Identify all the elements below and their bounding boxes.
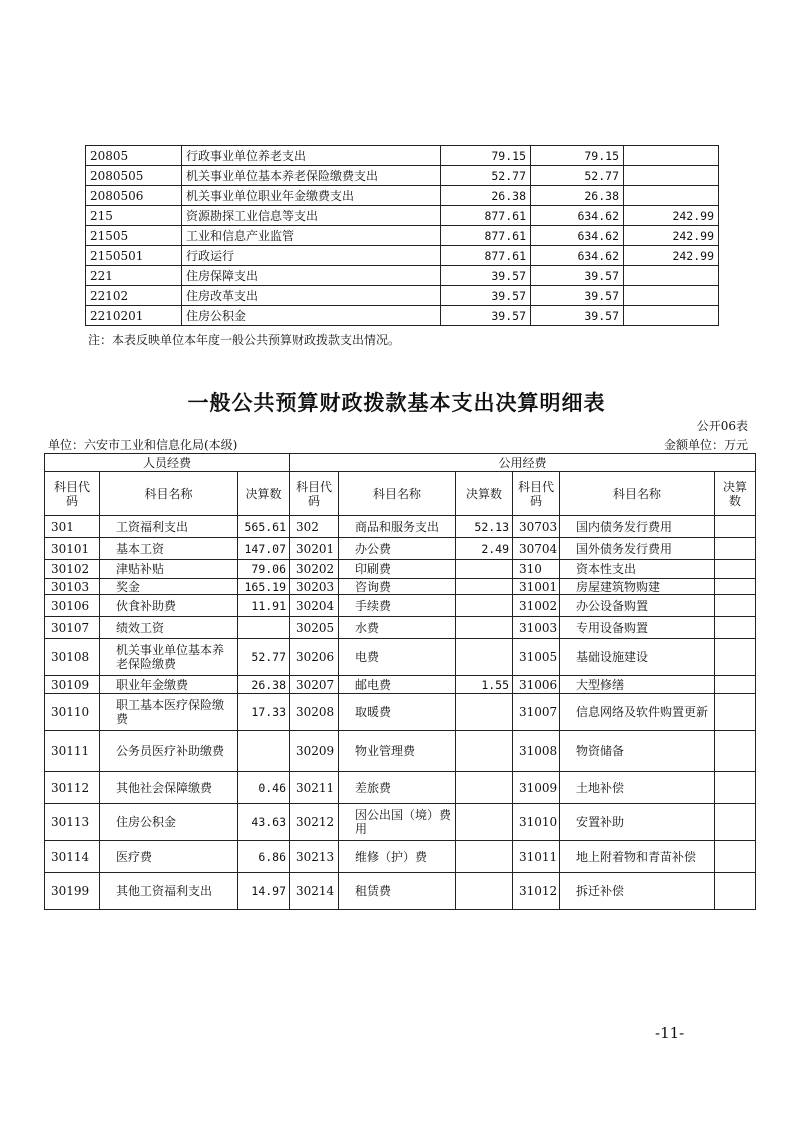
personnel-code: 30102 [45,560,100,579]
public-name: 租赁费 [339,873,456,910]
total-amount: 26.38 [441,186,531,206]
personnel-name: 住房公积金 [100,804,238,841]
personnel-name: 职工基本医疗保险缴费 [100,694,238,731]
public-amount [456,579,513,595]
public-code: 30207 [290,676,339,694]
project-amount [624,286,719,306]
public-name: 电费 [339,639,456,676]
capital-name: 拆迁补偿 [560,873,715,910]
public-code: 30203 [290,579,339,595]
public-amount [456,560,513,579]
table-row [45,772,756,804]
project-amount: 242.99 [624,246,719,266]
capital-code: 310 [513,560,560,579]
capital-amount [715,772,756,804]
personnel-code: 30107 [45,617,100,639]
personnel-name: 其他工资福利支出 [100,873,238,910]
capital-code: 31012 [513,873,560,910]
project-amount [624,266,719,286]
personnel-name: 公务员医疗补助缴费 [100,731,238,772]
basic-amount: 634.62 [531,226,624,246]
personnel-code: 30103 [45,579,100,595]
subject-code: 2080505 [86,166,182,186]
capital-amount [715,694,756,731]
public-name: 维修（护）费 [339,841,456,873]
subject-name: 住房改革支出 [182,286,441,306]
capital-amount [715,617,756,639]
project-amount [624,186,719,206]
public-amount [456,804,513,841]
total-amount: 877.61 [441,246,531,266]
personnel-amount: 6.86 [238,841,290,873]
public-name: 办公费 [339,538,456,560]
public-amount [456,772,513,804]
personnel-amount: 17.33 [238,694,290,731]
header-amount: 决算数 [456,472,513,516]
public-code: 30201 [290,538,339,560]
table-row [86,166,719,186]
personnel-name: 津贴补贴 [100,560,238,579]
subject-code: 22102 [86,286,182,306]
public-amount [456,731,513,772]
header-code: 科目代码 [290,472,339,516]
public-code: 30208 [290,694,339,731]
capital-amount [715,538,756,560]
personnel-name: 基本工资 [100,538,238,560]
header-amount: 决算数 [238,472,290,516]
total-amount: 39.57 [441,306,531,326]
capital-code: 31011 [513,841,560,873]
public-amount: 2.49 [456,538,513,560]
table-row [45,538,756,560]
public-code: 30205 [290,617,339,639]
personnel-code: 30113 [45,804,100,841]
table-row [86,206,719,226]
capital-code: 31001 [513,579,560,595]
personnel-amount: 26.38 [238,676,290,694]
capital-code: 31007 [513,694,560,731]
personnel-code: 30110 [45,694,100,731]
total-amount: 877.61 [441,226,531,246]
public-name: 因公出国（境）费用 [339,804,456,841]
capital-amount [715,639,756,676]
capital-amount [715,595,756,617]
subject-code: 21505 [86,226,182,246]
total-amount: 877.61 [441,206,531,226]
subject-name: 资源勘探工业信息等支出 [182,206,441,226]
header-name: 科目名称 [100,472,238,516]
group-header-public: 公用经费 [290,454,756,472]
public-amount: 52.13 [456,516,513,538]
subject-name: 行政事业单位养老支出 [182,146,441,166]
personnel-code: 30109 [45,676,100,694]
personnel-code: 301 [45,516,100,538]
personnel-name: 职业年金缴费 [100,676,238,694]
table-row [45,873,756,910]
subject-name: 住房公积金 [182,306,441,326]
capital-amount [715,560,756,579]
personnel-amount: 0.46 [238,772,290,804]
capital-amount [715,579,756,595]
public-name: 物业管理费 [339,731,456,772]
amount-unit-label: 金额单位：万元 [663,438,748,452]
subject-code: 215 [86,206,182,226]
capital-name: 办公设备购置 [560,595,715,617]
table-row [45,841,756,873]
header-code: 科目代码 [45,472,100,516]
table-row [45,676,756,694]
project-amount [624,166,719,186]
capital-amount [715,841,756,873]
subject-name: 工业和信息产业监管 [182,226,441,246]
table-row [45,595,756,617]
table-row [86,226,719,246]
personnel-code: 30199 [45,873,100,910]
group-header-personnel: 人员经费 [45,454,290,472]
capital-name: 基础设施建设 [560,639,715,676]
personnel-code: 30101 [45,538,100,560]
table-row [86,186,719,206]
table-row [45,617,756,639]
capital-code: 30703 [513,516,560,538]
basic-amount: 39.57 [531,306,624,326]
public-name: 咨询费 [339,579,456,595]
project-amount: 242.99 [624,226,719,246]
subject-name: 住房保障支出 [182,266,441,286]
capital-code: 31003 [513,617,560,639]
capital-code: 31010 [513,804,560,841]
public-amount [456,639,513,676]
personnel-code: 30108 [45,639,100,676]
capital-name: 房屋建筑物购建 [560,579,715,595]
subject-code: 20805 [86,146,182,166]
capital-code: 31006 [513,676,560,694]
capital-name: 资本性支出 [560,560,715,579]
capital-name: 信息网络及软件购置更新 [560,694,715,731]
total-amount: 52.77 [441,166,531,186]
basic-amount: 634.62 [531,246,624,266]
table-row [86,146,719,166]
personnel-name: 奖金 [100,579,238,595]
public-name: 差旅费 [339,772,456,804]
total-amount: 39.57 [441,286,531,306]
header-name: 科目名称 [560,472,715,516]
subject-code: 221 [86,266,182,286]
subject-name: 行政运行 [182,246,441,266]
public-code: 30204 [290,595,339,617]
subject-name: 机关事业单位职业年金缴费支出 [182,186,441,206]
personnel-name: 机关事业单位基本养老保险缴费 [100,639,238,676]
personnel-amount: 52.77 [238,639,290,676]
table-row [86,286,719,306]
capital-name: 地上附着物和青苗补偿 [560,841,715,873]
public-code: 30211 [290,772,339,804]
subject-code: 2150501 [86,246,182,266]
basic-amount: 39.57 [531,286,624,306]
basic-expenditure-detail-table [44,453,756,910]
subject-code: 2210201 [86,306,182,326]
public-amount [456,595,513,617]
form-number: 公开06表 [696,419,748,433]
table-note: 注：本表反映单位本年度一般公共预算财政拨款支出情况。 [88,333,401,347]
public-code: 30214 [290,873,339,910]
personnel-name: 伙食补助费 [100,595,238,617]
personnel-name: 工资福利支出 [100,516,238,538]
table-row [45,694,756,731]
capital-code: 31002 [513,595,560,617]
public-code: 30209 [290,731,339,772]
personnel-code: 30112 [45,772,100,804]
public-name: 商品和服务支出 [339,516,456,538]
personnel-amount [238,731,290,772]
table-row [45,804,756,841]
personnel-code: 30111 [45,731,100,772]
public-code: 30213 [290,841,339,873]
table-row [45,579,756,595]
capital-amount [715,516,756,538]
subject-name: 机关事业单位基本养老保险缴费支出 [182,166,441,186]
capital-amount [715,804,756,841]
capital-code: 31008 [513,731,560,772]
subject-code: 2080506 [86,186,182,206]
personnel-amount: 165.19 [238,579,290,595]
personnel-amount: 147.07 [238,538,290,560]
capital-name: 国内债务发行费用 [560,516,715,538]
personnel-name: 其他社会保障缴费 [100,772,238,804]
page-number: -11- [655,1024,685,1042]
table-row [45,731,756,772]
public-code: 30212 [290,804,339,841]
capital-code: 31009 [513,772,560,804]
personnel-amount: 14.97 [238,873,290,910]
capital-name: 国外债务发行费用 [560,538,715,560]
capital-name: 大型修缮 [560,676,715,694]
public-name: 邮电费 [339,676,456,694]
public-code: 302 [290,516,339,538]
public-amount [456,873,513,910]
capital-amount [715,676,756,694]
basic-amount: 52.77 [531,166,624,186]
basic-amount: 26.38 [531,186,624,206]
personnel-amount: 79.06 [238,560,290,579]
public-code: 30206 [290,639,339,676]
basic-amount: 634.62 [531,206,624,226]
capital-amount [715,873,756,910]
project-amount [624,146,719,166]
capital-code: 30704 [513,538,560,560]
table-row [45,639,756,676]
expenditure-summary-table [85,145,719,326]
public-amount [456,841,513,873]
personnel-code: 30114 [45,841,100,873]
total-amount: 39.57 [441,266,531,286]
capital-name: 专用设备购置 [560,617,715,639]
personnel-code: 30106 [45,595,100,617]
basic-amount: 79.15 [531,146,624,166]
header-name: 科目名称 [339,472,456,516]
capital-name: 物资储备 [560,731,715,772]
basic-amount: 39.57 [531,266,624,286]
unit-label: 单位：六安市工业和信息化局(本级) [48,438,238,452]
header-amount: 决算数 [715,472,756,516]
public-amount [456,694,513,731]
personnel-amount [238,617,290,639]
project-amount [624,306,719,326]
table-row [86,266,719,286]
personnel-amount: 43.63 [238,804,290,841]
public-name: 水费 [339,617,456,639]
capital-amount [715,731,756,772]
total-amount: 79.15 [441,146,531,166]
capital-name: 安置补助 [560,804,715,841]
personnel-name: 医疗费 [100,841,238,873]
public-name: 印刷费 [339,560,456,579]
public-amount: 1.55 [456,676,513,694]
public-code: 30202 [290,560,339,579]
public-amount [456,617,513,639]
table-row [45,516,756,538]
table-row [86,306,719,326]
personnel-amount: 11.91 [238,595,290,617]
personnel-name: 绩效工资 [100,617,238,639]
capital-code: 31005 [513,639,560,676]
table-row [45,560,756,579]
page-title: 一般公共预算财政拨款基本支出决算明细表 [187,391,606,415]
public-name: 手续费 [339,595,456,617]
capital-name: 土地补偿 [560,772,715,804]
project-amount: 242.99 [624,206,719,226]
public-name: 取暖费 [339,694,456,731]
header-code: 科目代码 [513,472,560,516]
table-row [86,246,719,266]
personnel-amount: 565.61 [238,516,290,538]
